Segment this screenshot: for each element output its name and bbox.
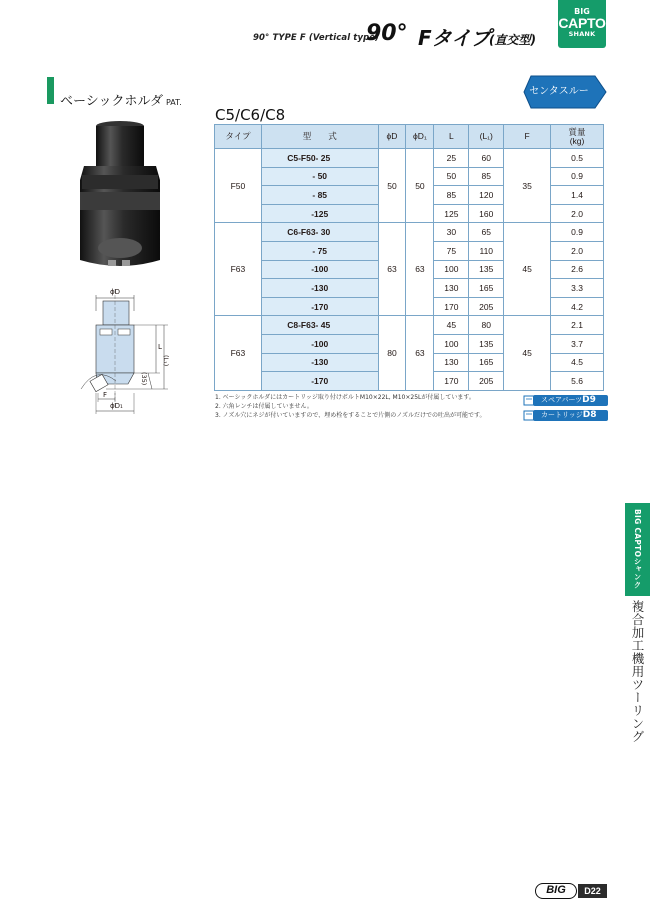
technical-drawing (76, 289, 186, 419)
cell-l1: 110 (469, 241, 504, 260)
cell-mass: 4.5 (551, 353, 604, 372)
header-english-title: 90° TYPE F (Vertical type) (253, 33, 380, 43)
cell-mass: 2.6 (551, 260, 604, 279)
cell-mass: 4.2 (551, 297, 604, 316)
cell-model: -170 (261, 372, 378, 391)
header-japanese-title: Fタイプ (418, 26, 491, 50)
cell-model: C8-F63- 45 (261, 316, 378, 335)
cell-l1: 80 (469, 316, 504, 335)
cell-l: 130 (434, 279, 469, 298)
cell-model: -130 (261, 279, 378, 298)
spare-parts-link[interactable]: スペアパーツD9 (523, 395, 608, 406)
page-number: D22 (578, 884, 607, 898)
cell-phi-d1: 50 (406, 149, 434, 223)
cell-model: -130 (261, 353, 378, 372)
cell-phi-d: 80 (378, 316, 406, 390)
footnote: 1. ベーシックホルダにはカートリッジ取り付けボルトM10×22L, M10×25Lが付属しています。 (215, 394, 475, 401)
cell-l1: 135 (469, 260, 504, 279)
table-header-row (215, 125, 604, 149)
cell-model: -125 (261, 204, 378, 223)
cell-mass: 0.5 (551, 149, 604, 168)
cell-f: 35 (504, 149, 551, 223)
footnote: 2. 六角レンチは付属していません。 (215, 403, 313, 410)
cell-l1: 205 (469, 297, 504, 316)
header-angle: 90° (366, 21, 408, 46)
cell-l: 130 (434, 353, 469, 372)
cell-l1: 160 (469, 204, 504, 223)
cell-l1: 120 (469, 186, 504, 205)
cell-mass: 5.6 (551, 372, 604, 391)
cell-l: 85 (434, 186, 469, 205)
table-row (215, 223, 604, 242)
cell-phi-d: 50 (378, 149, 406, 223)
label-f: F (103, 391, 108, 399)
cell-mass: 2.1 (551, 316, 604, 335)
footnote: 3. ノズル穴にネジが付いていますので、埋め栓をすることで片側のノズルだけでの吐出が可能です。 (215, 412, 486, 419)
label-phi-d: ϕD (110, 288, 121, 296)
col-mass: 質量 (kg) (551, 125, 604, 149)
cell-l: 25 (434, 149, 469, 168)
big-capto-shank-badge: BIG CAPTO SHANK (558, 0, 606, 48)
cell-mass: 3.7 (551, 334, 604, 353)
section-title: ベーシックホルダ PAT. (60, 94, 182, 109)
cell-f: 45 (504, 316, 551, 390)
label-l: L (158, 343, 162, 351)
cell-phi-d1: 63 (406, 316, 434, 390)
cell-l: 50 (434, 167, 469, 186)
cell-l1: 60 (469, 149, 504, 168)
section-accent-bar (47, 77, 54, 104)
cell-l1: 165 (469, 279, 504, 298)
patent-mark: PAT. (165, 98, 182, 107)
label-phi-d1: ϕD₁ (110, 402, 123, 410)
cell-mass: 1.4 (551, 186, 604, 205)
cell-l: 100 (434, 334, 469, 353)
cell-model: - 85 (261, 186, 378, 205)
cartridge-link[interactable]: カートリッジD8 (523, 410, 608, 421)
cell-model: C6-F63- 30 (261, 223, 378, 242)
center-through-badge: センタスルー (523, 75, 607, 109)
cell-f: 45 (504, 223, 551, 316)
side-category-text: 複合加工機用ツーリング (630, 600, 645, 743)
col-type: タイプ (215, 125, 262, 149)
col-f: F (504, 125, 551, 149)
cell-l1: 65 (469, 223, 504, 242)
cell-l1: 165 (469, 353, 504, 372)
cell-model: -100 (261, 260, 378, 279)
label-35: (35) (140, 372, 148, 386)
big-logo: BIG (535, 883, 577, 899)
table-row (215, 149, 604, 168)
cell-type: F63 (215, 316, 262, 390)
col-l1: (L₁) (469, 125, 504, 149)
cell-l1: 135 (469, 334, 504, 353)
table-row (215, 316, 604, 335)
cell-model: C5-F50- 25 (261, 149, 378, 168)
col-l: L (434, 125, 469, 149)
cell-l: 75 (434, 241, 469, 260)
cell-phi-d: 63 (378, 223, 406, 316)
cell-l: 125 (434, 204, 469, 223)
footnotes (215, 393, 486, 420)
product-photo (78, 120, 160, 272)
cell-model: -100 (261, 334, 378, 353)
cell-model: - 75 (261, 241, 378, 260)
cell-l: 170 (434, 297, 469, 316)
cell-l: 45 (434, 316, 469, 335)
cell-mass: 2.0 (551, 204, 604, 223)
col-model: 型 式 (261, 125, 378, 149)
col-phi-d1: ϕD₁ (406, 125, 434, 149)
cell-l1: 205 (469, 372, 504, 391)
col-phi-d: ϕD (378, 125, 406, 149)
cell-type: F50 (215, 149, 262, 223)
cell-model: -170 (261, 297, 378, 316)
cell-mass: 3.3 (551, 279, 604, 298)
cell-l: 30 (434, 223, 469, 242)
label-l1: (L₁) (162, 355, 170, 367)
side-tab-big-capto[interactable]: BIG CAPTOシャンク (625, 503, 650, 596)
header-subtitle: (直交型) (489, 33, 536, 47)
cell-l: 170 (434, 372, 469, 391)
cell-l1: 85 (469, 167, 504, 186)
cell-model: - 50 (261, 167, 378, 186)
series-label: C5/C6/C8 (215, 106, 286, 124)
cell-phi-d1: 63 (406, 223, 434, 316)
cell-mass: 0.9 (551, 167, 604, 186)
cell-l: 100 (434, 260, 469, 279)
cell-mass: 2.0 (551, 241, 604, 260)
spec-table (214, 124, 604, 391)
cell-mass: 0.9 (551, 223, 604, 242)
cell-type: F63 (215, 223, 262, 316)
